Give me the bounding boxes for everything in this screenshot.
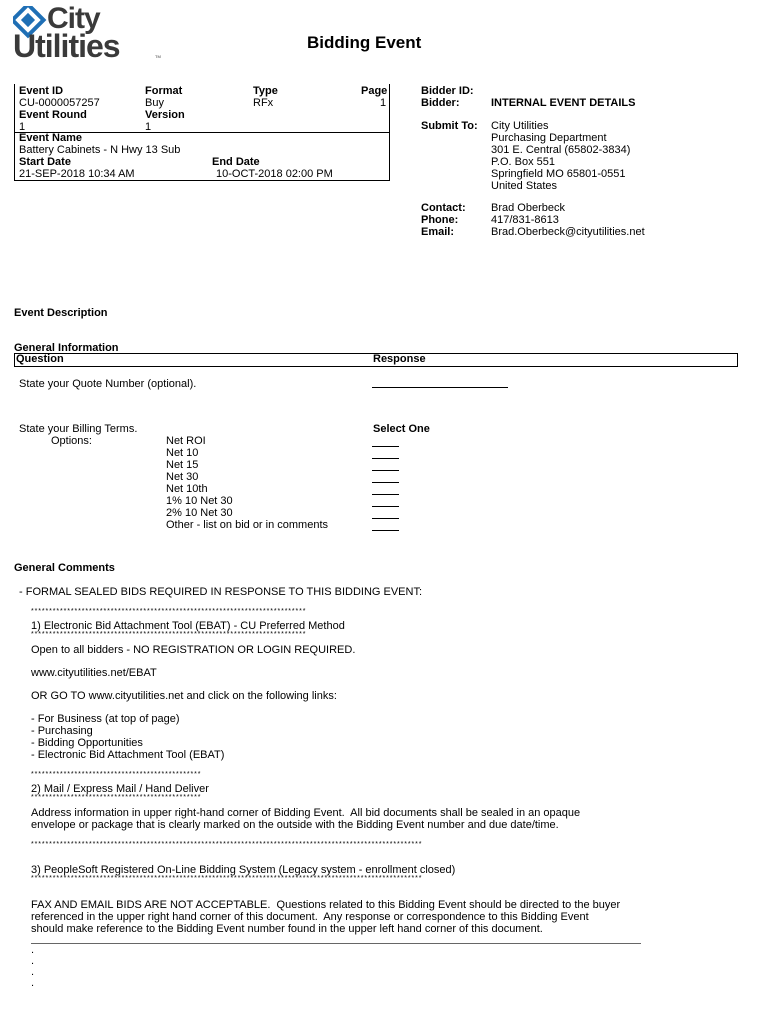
address-line: City Utilities — [491, 120, 549, 132]
method-2-title: 2) Mail / Express Mail / Hand Deliver — [31, 783, 209, 795]
city-utilities-logo — [13, 2, 163, 64]
option-label: 2% 10 Net 30 — [166, 507, 233, 519]
option-select-blank[interactable] — [372, 446, 399, 447]
address-line: Purchasing Department — [491, 132, 607, 144]
format-label: Format — [145, 85, 183, 97]
method-1-title: 1) Electronic Bid Attachment Tool (EBAT) - CU Preferred Method — [31, 620, 345, 632]
bidder-id-label: Bidder ID: — [421, 85, 474, 97]
format-value: Buy — [145, 97, 164, 109]
logo-text-utilities: Utilities — [13, 28, 120, 64]
submit-to-label: Submit To: — [421, 120, 478, 132]
option-select-blank[interactable] — [372, 482, 399, 483]
option-label: Net 30 — [166, 471, 199, 483]
method-1-goto: OR GO TO www.cityutilities.net and click on the following links: — [31, 690, 337, 702]
general-info-heading: General Information — [14, 342, 119, 354]
billing-options-list — [166, 435, 328, 531]
submit-address — [491, 120, 630, 192]
method-2-text: Address information in upper right-hand corner of Bidding Event. All bid documents shall be sealed in an opaque envelope or package that is clearly marked on the outside with the Bidding Event number and due date/time. — [31, 807, 581, 831]
select-one-label: Select One — [373, 423, 430, 435]
star-separator: ************************************************************************************************************ — [31, 841, 423, 848]
version-label: Version — [145, 109, 185, 121]
address-line: 301 E. Central (65802-3834) — [491, 144, 631, 156]
star-separator: ************************************************************************************************************ — [31, 875, 423, 882]
address-line: P.O. Box 551 — [491, 156, 556, 168]
comments-intro: - FORMAL SEALED BIDS REQUIRED IN RESPONSE TO THIS BIDDING EVENT: — [19, 586, 423, 598]
option-select-blank[interactable] — [372, 530, 399, 531]
page-value: 1 — [380, 97, 387, 109]
star-separator: *********************************************** — [31, 794, 202, 801]
type-label: Type — [253, 85, 278, 97]
question-col-header: Question — [16, 353, 64, 365]
end-date-label: End Date — [212, 156, 260, 168]
question-quote-number: State your Quote Number (optional). — [19, 378, 197, 390]
star-separator: **************************************************************************** — [31, 608, 307, 615]
trailing-dots: . . . . — [31, 944, 35, 989]
option-label: Net 10th — [166, 483, 208, 495]
start-date-value: 21-SEP-2018 10:34 AM — [19, 168, 135, 180]
option-label: Net 15 — [166, 459, 199, 471]
option-label: Net 10 — [166, 447, 199, 459]
internal-details: INTERNAL EVENT DETAILS — [491, 97, 636, 109]
end-date-value: 10-OCT-2018 02:00 PM — [216, 168, 333, 180]
event-description-heading: Event Description — [14, 307, 108, 319]
version-value: 1 — [145, 121, 152, 133]
event-name-value: Battery Cabinets - N Hwy 13 Sub — [19, 144, 181, 156]
options-label: Options: — [51, 435, 92, 447]
event-name-label: Event Name — [19, 132, 82, 144]
bidder-label: Bidder: — [421, 97, 460, 109]
option-select-blank[interactable] — [372, 458, 399, 459]
contact-label: Contact: — [421, 202, 466, 214]
phone-label: Phone: — [421, 214, 459, 226]
event-round-value: 1 — [19, 121, 26, 133]
method-1-open-text: Open to all bidders - NO REGISTRATION OR LOGIN REQUIRED. — [31, 644, 356, 656]
address-line: United States — [491, 180, 558, 192]
question-billing-terms: State your Billing Terms. — [19, 423, 138, 435]
method-1-links-list: - For Business (at top of page) - Purchasing - Bidding Opportunities - Electronic Bid Attachment Tool (EBAT) — [31, 713, 225, 761]
response-col-header: Response — [373, 353, 426, 365]
logo-text-city: City — [47, 2, 100, 35]
star-separator: *********************************************** — [31, 771, 202, 778]
page-label: Page — [361, 85, 388, 97]
email-label: Email: — [421, 226, 455, 238]
option-select-blank[interactable] — [372, 518, 399, 519]
event-round-label: Event Round — [19, 109, 87, 121]
event-id-value: CU-0000057257 — [19, 97, 100, 109]
option-label: 1% 10 Net 30 — [166, 495, 233, 507]
general-comments-heading: General Comments — [14, 562, 115, 574]
quote-number-input[interactable] — [372, 387, 508, 388]
option-select-blank[interactable] — [372, 494, 399, 495]
page-title: Bidding Event — [307, 33, 422, 52]
option-select-blank[interactable] — [372, 470, 399, 471]
contact-value: Brad Oberbeck — [491, 202, 565, 214]
type-value: RFx — [253, 97, 274, 109]
address-line: Springfield MO 65801-0551 — [491, 168, 626, 180]
option-label: Other - list on bid or in comments — [166, 519, 329, 531]
method-3-title: 3) PeopleSoft Registered On-Line Bidding System (Legacy system - enrollment closed) — [31, 864, 456, 876]
logo-trademark: TM — [155, 54, 161, 59]
option-select-blank[interactable] — [372, 506, 399, 507]
star-separator: **************************************************************************** — [31, 631, 307, 638]
fax-email-notice: FAX AND EMAIL BIDS ARE NOT ACCEPTABLE. Questions related to this Bidding Event should be directed to the buyer referenced in the upper right hand corner of this document. Any response or correspondence to this Bidding Event should make reference to the Bidding Event number found in the upper left hand corner of this document. — [31, 899, 621, 935]
event-id-label: Event ID — [19, 85, 64, 97]
option-label: Net ROI — [166, 435, 206, 447]
phone-value: 417/831-8613 — [491, 214, 559, 226]
bottom-rule — [31, 943, 641, 944]
start-date-label: Start Date — [19, 156, 71, 168]
email-link[interactable]: Brad.Oberbeck@cityutilities.net — [491, 226, 645, 238]
ebat-url[interactable]: www.cityutilities.net/EBAT — [31, 667, 157, 679]
